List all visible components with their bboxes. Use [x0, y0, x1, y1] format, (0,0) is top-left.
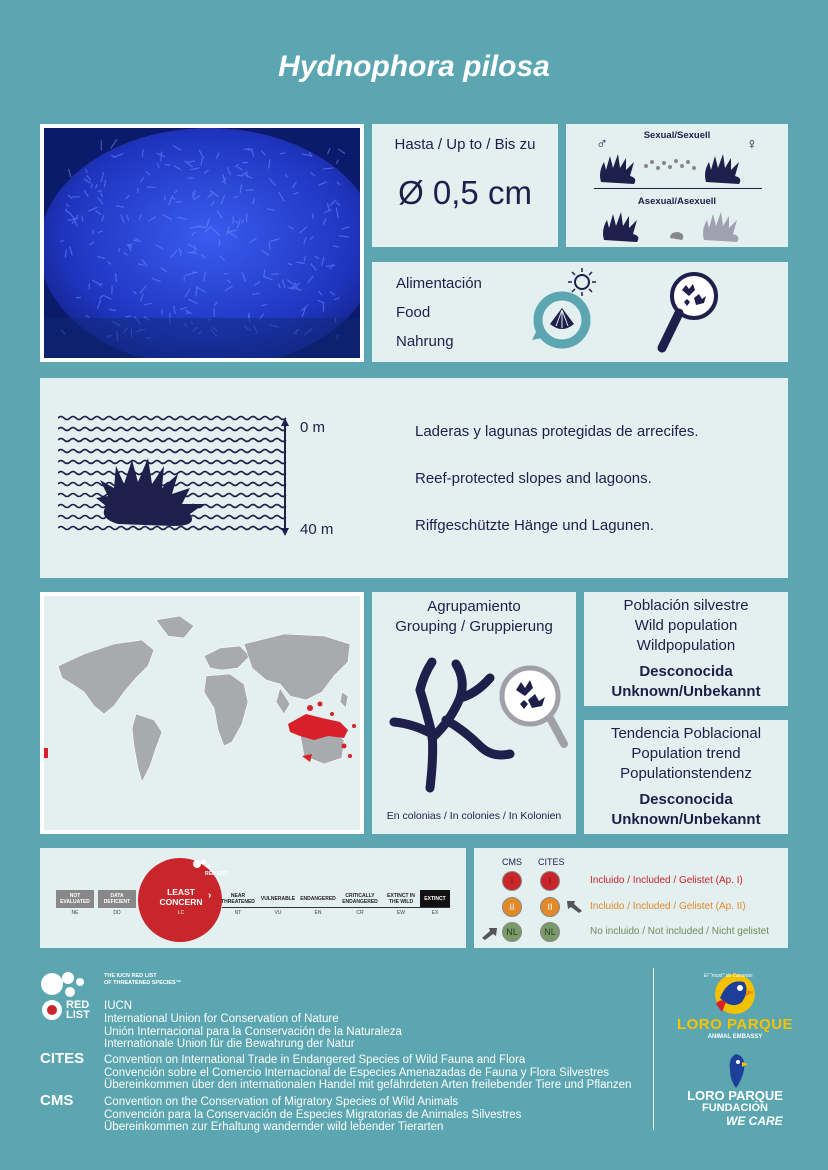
sexual-reproduction-icon — [586, 148, 776, 188]
depth-top: 0 m — [300, 419, 326, 436]
iucn-cat-ne-label: NOT EVALUATED — [60, 893, 90, 905]
polyp-tentacle — [187, 178, 193, 179]
cms-app2-icon — [502, 897, 522, 917]
sexual-label: Sexual/Sexuell — [643, 130, 711, 141]
habitat-de: Riffgeschützte Hänge und Lagunen. — [415, 517, 655, 534]
wild-population-title-1: Población silvestre — [623, 597, 749, 614]
polyp-tentacle — [244, 149, 251, 150]
loro-parque-tag: El "must" de Canarias — [704, 973, 753, 979]
iucn-cat-ew-abbr: EW — [396, 910, 406, 916]
iucn-cat-dd — [98, 890, 136, 908]
footer-divider — [653, 968, 654, 1130]
iucn-line-2: Unión Internacional para la Conservación de la Naturaleza — [104, 1025, 402, 1038]
wave-line — [58, 417, 286, 420]
grouping-card — [372, 592, 576, 834]
polyp-tentacle — [264, 269, 265, 275]
female-icon: ♀ — [746, 136, 758, 153]
cites-app2-icon — [540, 897, 560, 917]
population-trend-card — [584, 720, 788, 834]
population-trend-title-2: Population trend — [631, 745, 741, 762]
wild-population-value-2: Unknown/Unbekannt — [611, 683, 761, 700]
iucn-arrow-icon: › — [208, 890, 212, 901]
wild-population-title-2: Wild population — [634, 617, 738, 634]
polyp-tentacle — [165, 164, 171, 165]
cites-header: CITES — [538, 857, 565, 867]
colony-icon — [380, 654, 570, 794]
iucn-cat-ew-label: EXTINCT IN THE WILD — [387, 893, 415, 905]
iucn-cat-ex — [420, 890, 450, 908]
grouping-title-2: Grouping / Gruppierung — [395, 618, 553, 635]
iucn-cat-vu-abbr: VU — [274, 910, 282, 916]
cites-nl-symbol: NL — [544, 927, 556, 937]
cites-footer-abbr: CITES — [40, 1050, 85, 1067]
food-label-de: Nahrung — [396, 333, 454, 350]
iucn-footer-logo-text: RED LIST — [66, 999, 90, 1021]
food-label-es: Alimentación — [396, 275, 482, 292]
loro-parque-sub: ANIMAL EMBASSY — [707, 1034, 763, 1040]
habitat-es: Laderas y lagunas protegidas de arrecifes. — [415, 423, 699, 440]
iucn-cat-ne-abbr: NE — [71, 910, 79, 916]
loro-parque-name: LORO PARQUE — [676, 1016, 794, 1033]
iucn-current-status — [150, 887, 212, 907]
wave-line — [58, 439, 286, 442]
iucn-cat-ex-label: EXTINCT — [424, 896, 446, 902]
wild-population-value-1: Desconocida — [639, 663, 733, 680]
reproduction-card — [566, 124, 788, 247]
app1-text: Incluido / Included / Gelistet (Ap. I) — [590, 875, 743, 886]
size-value: Ø 0,5 cm — [398, 174, 532, 211]
iucn-cat-ex-abbr: EX — [431, 910, 439, 916]
male-icon: ♂ — [596, 136, 608, 153]
wave-line — [58, 461, 286, 464]
photosynthesis-icon — [520, 266, 612, 358]
population-trend-value-2: Unknown/Unbekannt — [611, 811, 761, 828]
cms-nl-icon — [502, 922, 522, 942]
size-label: Hasta / Up to / Bis zu — [394, 136, 536, 153]
iucn-footer-logo-lines — [104, 973, 181, 987]
iucn-cat-en-label: ENDANGERED — [300, 896, 336, 902]
iucn-footer-lines — [104, 1013, 402, 1051]
iucn-cat-ew — [382, 890, 420, 908]
wave-line — [58, 428, 286, 431]
food-card — [372, 262, 788, 362]
iucn-cat-nt — [220, 890, 256, 908]
magnifier-icon — [652, 268, 732, 358]
polyp-tentacle — [82, 216, 83, 222]
iucn-cat-cr-abbr: CR — [356, 910, 364, 916]
iucn-line-3: Internationale Union für die Bewahrung der Natur — [104, 1038, 355, 1050]
app2-text: Incluido / Included / Gelistet (Ap. II) — [590, 901, 746, 912]
habitat-card — [40, 378, 788, 578]
food-label-en: Food — [396, 304, 431, 321]
distribution-map — [44, 596, 360, 830]
fundacion-sub: FUNDACIÓN — [702, 1102, 768, 1114]
polyp-tentacle — [219, 240, 220, 246]
iucn-cat-en-abbr: EN — [314, 910, 322, 916]
species-title: Hydnophora pilosa — [278, 50, 550, 83]
iucn-cat-cr-label: CRITICALLY ENDANGERED — [342, 893, 378, 905]
cms-line-1: Convention on the Conservation of Migratory Species of Wild Animals — [104, 1096, 459, 1108]
cms-footer-abbr: CMS — [40, 1092, 74, 1109]
cites-app2-symbol: II — [547, 902, 553, 912]
cms-status-arrow-icon — [480, 926, 498, 940]
polyp-tentacle — [246, 190, 253, 191]
population-trend-title-1: Tendencia Poblacional — [610, 725, 762, 742]
iucn-current-line-2: CONCERN — [159, 897, 203, 907]
iucn-cat-dd-label: DATA DEFICIENT — [103, 893, 131, 905]
cites-line-3: Übereinkommen über den internationalen Handel mit gefährdeten Arten freilebender Tiere und Pflanzen — [104, 1079, 632, 1091]
cites-line-1: Convention on International Trade in Endangered Species of Wild Fauna and Flora — [104, 1054, 526, 1066]
wild-population-card — [584, 592, 788, 706]
grouping-title-1: Agrupamiento — [427, 598, 521, 615]
population-trend-title-3: Populationstendenz — [620, 765, 752, 782]
cites-app1-symbol: I — [548, 876, 552, 886]
fundacion-parrot-icon — [716, 1050, 756, 1090]
cites-status-arrow-icon — [566, 899, 584, 913]
iucn-logo-text: RED LIST — [205, 871, 228, 877]
wave-line — [58, 450, 286, 453]
depth-waves-icon — [58, 414, 288, 544]
wave-line — [58, 472, 286, 475]
depth-arrow-icon — [280, 418, 290, 536]
cites-line-2: Convención sobre el Comercio Internacional de Especies Amenazadas de Fauna y Flora Silvestres — [104, 1066, 609, 1079]
habitat-en: Reef-protected slopes and lagoons. — [415, 470, 652, 487]
distribution-map-card — [40, 592, 364, 834]
polyp-tentacle — [192, 272, 197, 273]
cms-cites-card — [474, 848, 788, 948]
nl-text: No incluido / Not included / Nicht gelistet — [590, 926, 769, 937]
iucn-cat-cr — [338, 890, 382, 908]
size-card — [372, 124, 558, 247]
cms-footer-lines — [104, 1096, 521, 1134]
asexual-reproduction-icon — [596, 208, 766, 244]
asexual-label: Asexual/Asexuell — [637, 196, 717, 207]
cms-header: CMS — [502, 857, 522, 867]
iucn-cat-nt-abbr: NT — [234, 910, 242, 916]
iucn-cat-vu — [258, 890, 298, 908]
cites-nl-icon — [540, 922, 560, 942]
iucn-cat-en — [298, 890, 338, 908]
cms-app2-symbol: II — [509, 902, 515, 912]
population-trend-value-1: Desconocida — [639, 791, 733, 808]
polyp-tentacle — [142, 149, 143, 156]
depth-bottom: 40 m — [300, 521, 334, 538]
iucn-line-1: International Union for Conservation of Nature — [104, 1013, 339, 1025]
iucn-footer-abbr: IUCN — [104, 1000, 133, 1012]
cms-line-3: Übereinkommen zur Erhaltung wandernder wild lebender Tierarten — [104, 1121, 444, 1133]
iucn-cat-ne — [56, 890, 94, 908]
iucn-cat-dd-abbr: DD — [113, 910, 121, 916]
coral-photo — [40, 124, 364, 362]
wild-population-title-3: Wildpopulation — [636, 637, 736, 654]
cites-footer-lines — [104, 1054, 631, 1092]
polyp-tentacle — [161, 151, 162, 161]
divider — [594, 188, 762, 189]
fundacion-name: LORO PARQUE — [687, 1088, 783, 1103]
iucn-cat-vu-label: VULNERABLE — [260, 896, 296, 902]
cites-app1-icon — [540, 871, 560, 891]
wave-line — [58, 527, 286, 530]
iucn-cat-nt-label: NEAR THREATENED — [221, 893, 255, 905]
grouping-caption: En colonias / In colonies / In Kolonien — [386, 810, 562, 822]
iucn-scale-line — [222, 907, 450, 908]
iucn-footer-logo-line-2: OF THREATENED SPECIES™ — [104, 980, 182, 986]
fundacion-slogan: WE CARE — [726, 1114, 783, 1128]
cms-app1-icon — [502, 871, 522, 891]
cms-line-2: Convención para la Conservación de Especies Migratorias de Animales Silvestres — [104, 1108, 522, 1121]
iucn-footer-logo-line-1: THE IUCN RED LIST — [104, 973, 157, 979]
iucn-current-line-1: LEAST — [167, 887, 195, 897]
cms-app1-symbol: I — [510, 876, 514, 886]
iucn-current-abbr: LC — [177, 910, 185, 916]
cms-nl-symbol: NL — [506, 927, 518, 937]
